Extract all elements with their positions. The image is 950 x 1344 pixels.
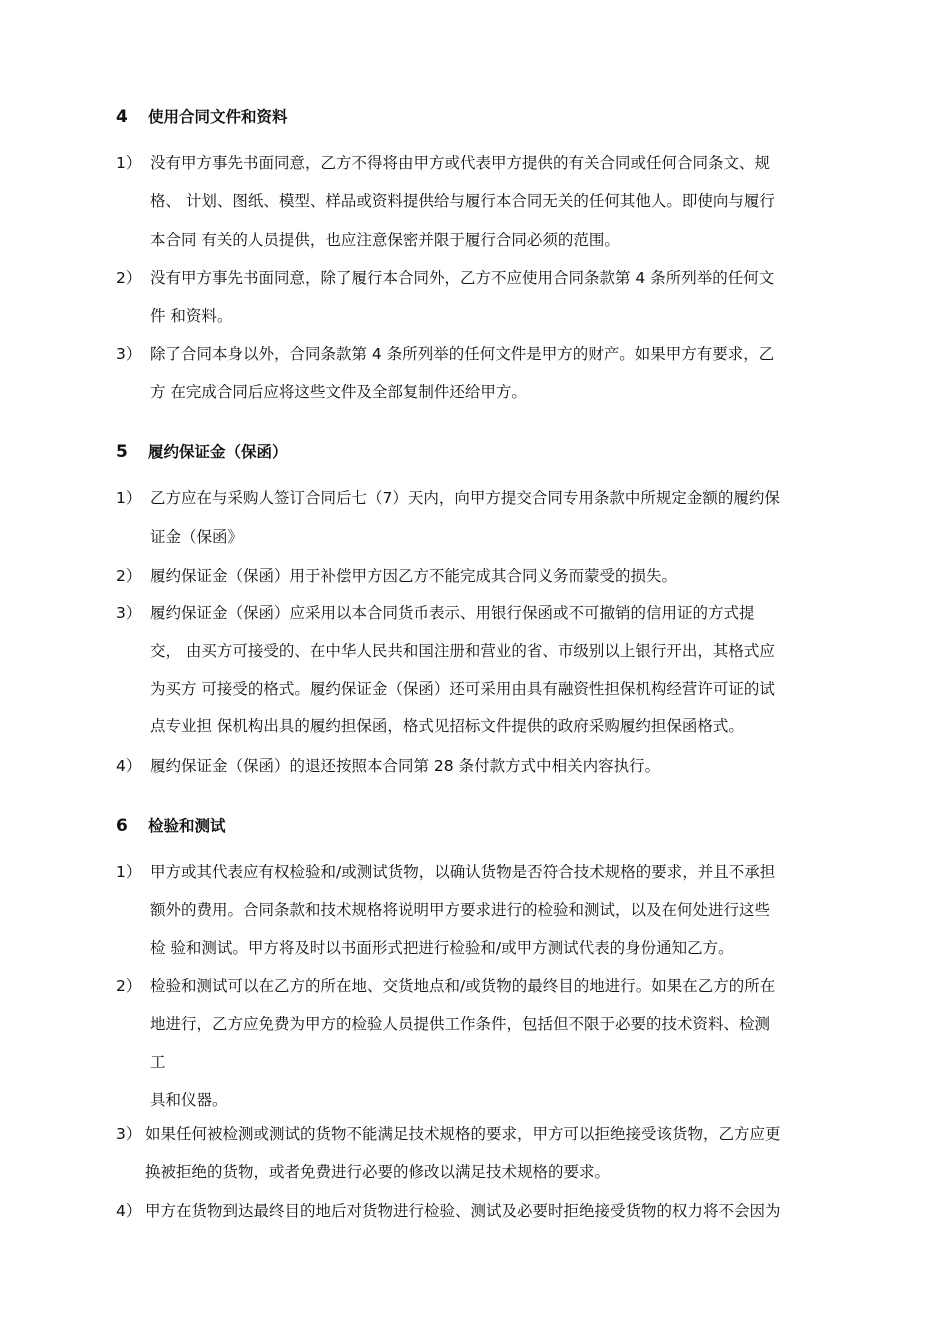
item-number: 2） [116,567,142,585]
item-number: 3） [116,345,142,363]
item-line: 如果任何被检测或测试的货物不能满足技术规格的要求，甲方可以拒绝接受该货物，乙方应更 [145,1125,781,1143]
item-number: 1） [116,489,142,507]
item-line: 没有甲方事先书面同意，除了履行本合同外，乙方不应使用合同条款第 4 条所列举的任何文 [150,269,775,287]
item-number: 3） [116,1125,142,1143]
item-line: 具和仪器。 [150,1091,228,1109]
section-number: 4 [116,107,128,127]
item-line: 格、 计划、图纸、模型、样品或资料提供给与履行本合同无关的任何其他人。即使向与履行 [150,192,775,210]
item-line: 履约保证金（保函）应采用以本合同货币表示、用银行保函或不可撤销的信用证的方式提 [150,604,755,622]
item-number: 2） [116,269,142,287]
item-line: 本合同 有关的人员提供，也应注意保密并限于履行合同必须的范围。 [150,231,620,249]
item-line: 没有甲方事先书面同意，乙方不得将由甲方或代表甲方提供的有关合同或任何合同条文、规 [150,154,771,172]
section-heading [116,105,288,127]
item-number: 4） [116,757,142,775]
item-number: 1） [116,863,142,881]
section-number: 6 [116,816,128,836]
item-number: 3） [116,604,142,622]
item-line: 除了合同本身以外，合同条款第 4 条所列举的任何文件是甲方的财产。如果甲方有要求，乙 [150,345,775,363]
section-title: 使用合同文件和资料 [148,108,288,126]
item-line: 证金（保函》 [150,528,244,546]
item-line: 点专业担 保机构出具的履约担保函，格式见招标文件提供的政府采购履约担保函格式。 [150,717,744,735]
item-line: 履约保证金（保函）的退还按照本合同第 28 条付款方式中相关内容执行。 [150,757,661,775]
section-heading [116,814,226,836]
item-line: 换被拒绝的货物，或者免费进行必要的修改以满足技术规格的要求。 [145,1163,611,1181]
section-number: 5 [116,442,128,462]
item-number: 4） [116,1202,142,1220]
item-line: 甲方或其代表应有权检验和/或测试货物，以确认货物是否符合技术规格的要求，并且不承担 [150,863,776,881]
item-line: 乙方应在与采购人签订合同后七（7）天内，向甲方提交合同专用条款中所规定金额的履约保 [150,489,780,507]
section-title: 履约保证金（保函） [148,443,288,461]
item-line: 履约保证金（保函）用于补偿甲方因乙方不能完成其合同义务而蒙受的损失。 [150,567,678,585]
item-line: 地进行，乙方应免费为甲方的检验人员提供工作条件，包括但不限于必要的技术资料、检测 [150,1015,771,1033]
item-line: 检验和测试可以在乙方的所在地、交货地点和/或货物的最终目的地进行。如果在乙方的所在 [150,977,776,995]
section-title: 检验和测试 [148,817,226,835]
item-number: 2） [116,977,142,995]
item-line: 方 在完成合同后应将这些文件及全部复制件还给甲方。 [150,383,527,401]
item-line: 工 [150,1053,166,1071]
item-line: 件 和资料。 [150,307,233,325]
item-number: 1） [116,154,142,172]
item-line: 检 验和测试。甲方将及时以书面形式把进行检验和/或甲方测试代表的身份通知乙方。 [150,939,734,957]
item-line: 甲方在货物到达最终目的地后对货物进行检验、测试及必要时拒绝接受货物的权力将不会因为 [145,1202,781,1220]
item-line: 为买方 可接受的格式。履约保证金（保函）还可采用由具有融资性担保机构经营许可证的试 [150,680,775,698]
item-line: 交， 由买方可接受的、在中华人民共和国注册和营业的省、市级别以上银行开出，其格式应 [150,642,775,660]
item-line: 额外的费用。合同条款和技术规格将说明甲方要求进行的检验和测试，以及在何处进行这些 [150,901,771,919]
section-heading [116,440,288,462]
